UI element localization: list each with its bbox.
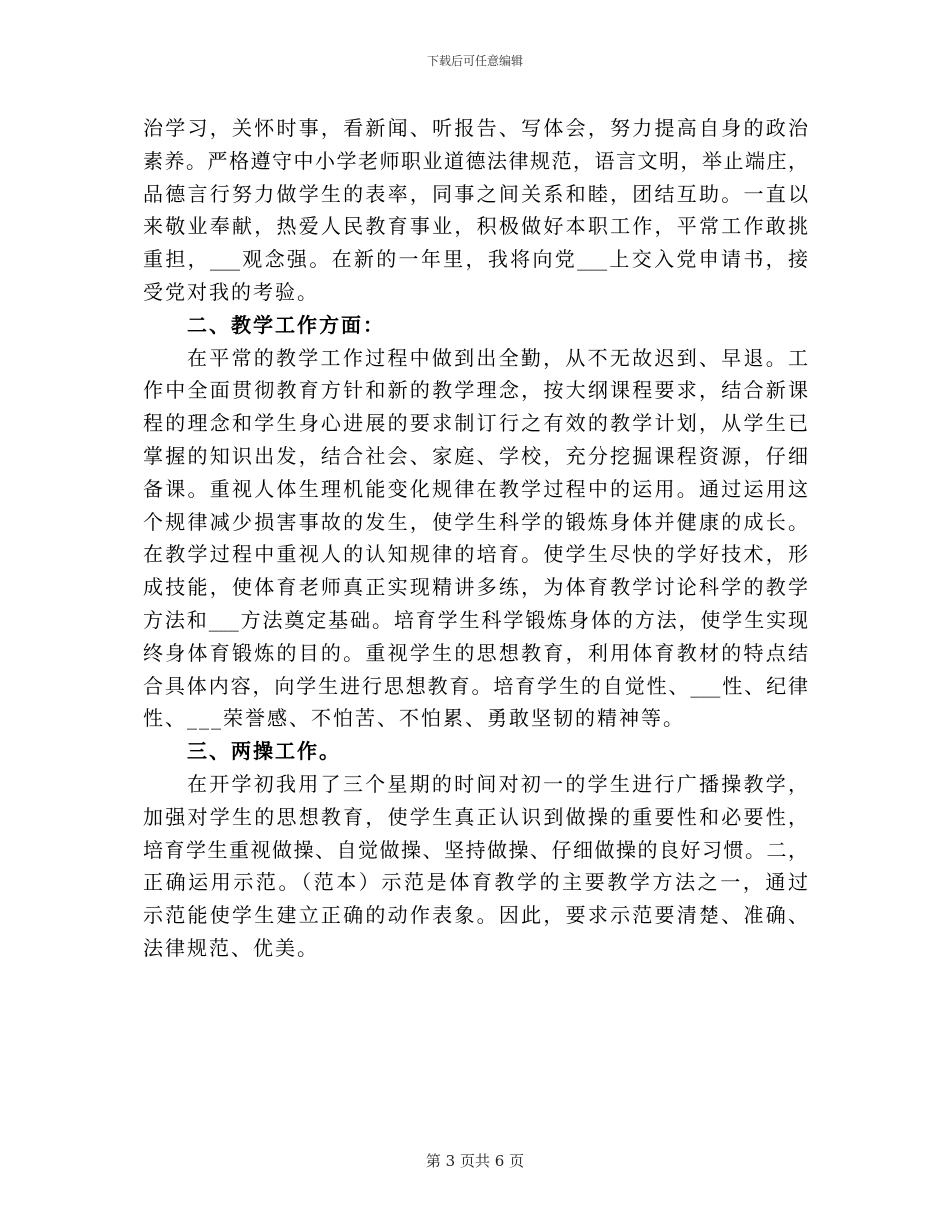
text-line-8: 在平常的教学工作过程中做到出全勤，从不无故迟到、早退。工 bbox=[187, 345, 808, 370]
text-line-3: 品德言行努力做学生的表率，同事之间关系和睦，团结互助。一直以 bbox=[143, 181, 808, 206]
text-line-1: 治学习，关怀时事，看新闻、听报告、写体会，努力提高自身的政治 bbox=[143, 116, 808, 140]
page-header: 下载后可任意编辑 bbox=[426, 54, 523, 68]
text-line-13: 个规律减少损害事故的发生，使学生科学的锻炼身体并健康的成长。 bbox=[143, 509, 808, 534]
document-body bbox=[143, 112, 808, 965]
text-line-12: 备课。重视人体生理机能变化规律在教学过程中的运用。通过运用这 bbox=[143, 476, 808, 501]
page-footer: 第 3 页共 6 页 bbox=[425, 1152, 525, 1170]
text-line-6: 受党对我的考验。 bbox=[143, 279, 319, 304]
text-line-14: 在教学过程中重视人的认知规律的培育。使学生尽快的学好技术，形 bbox=[143, 542, 808, 567]
text-line-15: 成技能，使体育老师真正实现精讲多练，为体育教学讨论科学的教学 bbox=[143, 575, 808, 600]
text-line-24: 正确运用示范。（范本）示范是体育教学的主要教学方法之一，通过 bbox=[143, 870, 808, 895]
text-line-5: 重担，___观念强。在新的一年里，我将向党___上交入党申请书，接 bbox=[143, 247, 808, 272]
text-line-23: 培育学生重视做操、自觉做操、坚持做操、仔细做操的良好习惯。二， bbox=[143, 837, 808, 862]
text-line-16: 方法和___方法奠定基础。培育学生科学锻炼身体的方法，使学生实现 bbox=[143, 607, 808, 632]
text-line-26: 法律规范、优美。 bbox=[143, 935, 319, 960]
text-line-2: 素养。严格遵守中小学老师职业道德法律规范，语言文明，举止端庄， bbox=[143, 148, 808, 173]
text-line-19: 性、___荣誉感、不怕苦、不怕累、勇敢坚韧的精神等。 bbox=[143, 706, 685, 731]
section-heading-teaching: 二、教学工作方面： bbox=[187, 312, 385, 337]
text-line-21: 在开学初我用了三个星期的时间对初一的学生进行广播操教学， bbox=[187, 771, 808, 796]
text-line-9: 作中全面贯彻教育方针和新的教学理念，按大纲课程要求，结合新课 bbox=[143, 378, 808, 403]
text-line-11: 掌握的知识出发，结合社会、家庭、学校，充分挖掘课程资源，仔细 bbox=[143, 443, 808, 468]
text-line-25: 示范能使学生建立正确的动作表象。因此，要求示范要清楚、准确、 bbox=[143, 903, 808, 928]
text-line-10: 程的理念和学生身心进展的要求制订行之有效的教学计划，从学生已 bbox=[143, 411, 808, 436]
text-line-17: 终身体育锻炼的目的。重视学生的思想教育，利用体育教材的特点结 bbox=[143, 640, 808, 665]
text-line-4: 来敬业奉献，热爱人民教育事业，积极做好本职工作，平常工作敢挑 bbox=[143, 214, 808, 239]
text-line-22: 加强对学生的思想教育，使学生真正认识到做操的重要性和必要性， bbox=[143, 804, 808, 829]
section-heading-exercises: 三、两操工作。 bbox=[187, 739, 341, 764]
text-line-18: 合具体内容，向学生进行思想教育。培育学生的自觉性、___性、纪律 bbox=[143, 673, 808, 698]
